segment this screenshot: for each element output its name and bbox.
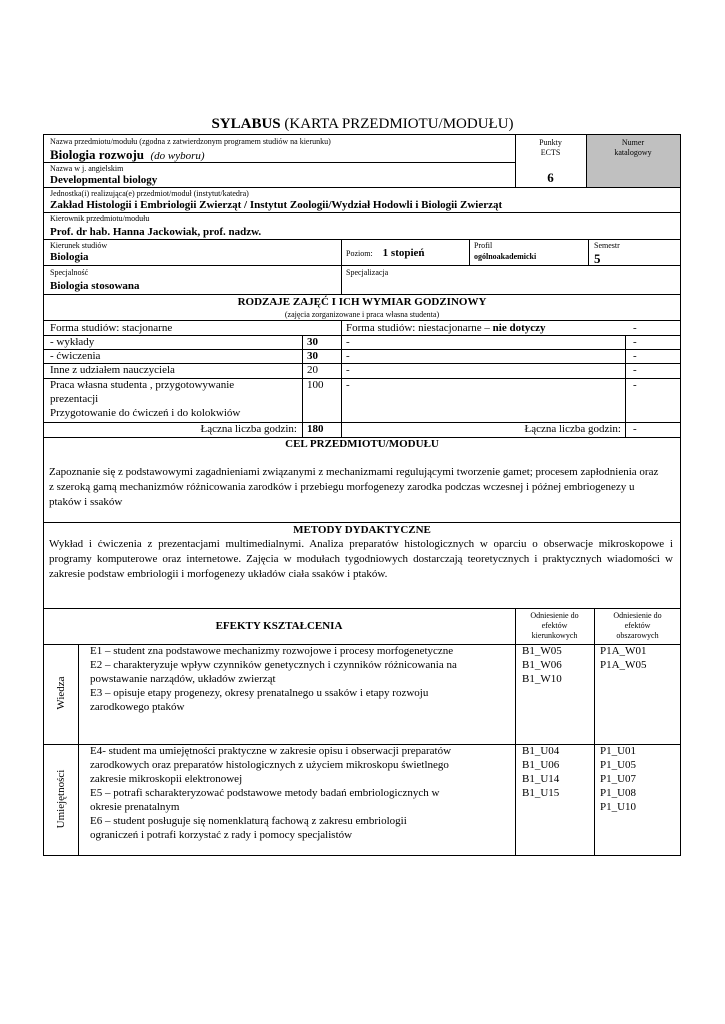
col-field-1: Odniesienie do <box>530 611 579 620</box>
hours-row-nst: - <box>346 350 350 362</box>
knowledge-line: E3 – opisuje etapy progenezy, okresy prenatalnego u ssaków i etapy rozwoju <box>90 687 429 699</box>
level-label: Poziom: <box>346 249 373 258</box>
hours-row-label: Inne z udziałem nauczyciela <box>50 364 175 376</box>
skills-field-ref: B1_U15 <box>522 787 560 799</box>
skills-area-ref: P1_U01 <box>600 745 637 757</box>
skills-area-ref: P1_U10 <box>600 801 637 813</box>
part-time-label <box>346 322 546 335</box>
goal-text: Zapoznanie się z podstawowymi zagadnieniami związanymi z mechanizmami regulującymi tworzenie gamet; procesem zapłodnienia oraz z szeroką gamą mechanizmów różnicowania zarodków i przebiegu morfogenezy zarodka podczas wczesnej i późnej embriogenezy u ptaków i ssaków <box>49 466 659 508</box>
subject-name <box>50 147 205 163</box>
hours-row-value: 20 <box>307 364 318 376</box>
english-name-label: Nazwa w j. angielskim <box>50 164 124 173</box>
specialty-label: Specjalność <box>50 268 89 277</box>
skills-area-ref: P1_U08 <box>600 787 637 799</box>
own-work-nst-value: - <box>633 379 637 391</box>
ects-value: 6 <box>547 170 554 185</box>
subject-name-label: Nazwa przedmiotu/modułu (zgodna z zatwierdzonym programem studiów na kierunku) <box>50 137 331 146</box>
catalog-label-2: katalogowy <box>614 148 652 157</box>
own-work-nst: - <box>346 379 350 391</box>
total-nst-value: - <box>633 423 637 435</box>
own-work-label-3: Przygotowanie do ćwiczeń i do kolokwiów <box>50 407 241 419</box>
own-work-label-2: prezentacji <box>50 393 99 405</box>
head-label: Kierownik przedmiotu/modułu <box>50 214 150 223</box>
skills-line: okresie prenatalnym <box>90 801 180 813</box>
knowledge-field-ref: B1_W06 <box>522 659 562 671</box>
skills-line: E5 – potrafi scharakteryzować podstawowe metody badań embriologicznych w <box>90 787 440 799</box>
own-work-label-1: Praca własna studenta , przygotowywanie <box>50 379 235 391</box>
skills-area-ref: P1_U05 <box>600 759 637 771</box>
col-area-3: obszarowych <box>616 631 659 640</box>
col-field-2: efektów <box>541 621 568 630</box>
skills-line: E4- student ma umiejętności praktyczne w zakresie opisu i obserwacji preparatów <box>90 745 452 757</box>
methods-text: Wykład i ćwiczenia z prezentacjami multimedialnymi. Analiza preparatów histologicznych w oparciu o obserwacje mikroskopowe i programy komputerowe oraz internetowe. Zajęcia w modułach tygodniowych dostarczają teoretycznych i praktycznych wiadomości w zakresie podstaw embriologii i morfogenezy układów ciała ssaków i ptaków. <box>49 538 673 580</box>
skills-line: ograniczeń i potrafi korzystać z rady i pomocy specjalistów <box>90 829 353 841</box>
part-time-note: nie dotyczy <box>492 322 546 334</box>
hours-row-value: 30 <box>307 350 318 362</box>
semester-value: 5 <box>594 251 601 266</box>
catalog-label-1: Numer <box>621 138 645 147</box>
field-label: Kierunek studiów <box>50 241 108 250</box>
hours-row-nst-value: - <box>633 336 637 348</box>
total-label: Łączna liczba godzin: <box>200 423 297 435</box>
document-title <box>0 116 725 133</box>
subject-optional: (do wyboru) <box>150 150 205 162</box>
knowledge-line: E2 – charakteryzuje wpływ czynników genetycznych i czynników różnicowania na <box>90 659 457 671</box>
specialization-label: Specjalizacja <box>346 268 389 277</box>
profile-value: ogólnoakademicki <box>474 252 537 261</box>
title-bold: SYLABUS <box>211 116 281 132</box>
hours-row-nst: - <box>346 364 350 376</box>
hours-row-nst-value: - <box>633 364 637 376</box>
field-value: Biologia <box>50 251 89 263</box>
knowledge-line: zarodkowego ptaków <box>90 701 185 713</box>
level-value: 1 stopień <box>382 247 425 259</box>
knowledge-line: powstawanie narządów, układów zwierząt <box>90 673 276 685</box>
semester-label: Semestr <box>594 241 620 250</box>
hours-heading: RODZAJE ZAJĘĆ I ICH WYMIAR GODZINOWY <box>237 296 487 308</box>
col-area-2: efektów <box>624 621 651 630</box>
total-value: 180 <box>307 423 324 435</box>
skills-field-ref: B1_U06 <box>522 759 560 771</box>
knowledge-area-ref: P1A_W01 <box>600 645 647 657</box>
own-work-value: 100 <box>307 379 324 391</box>
skills-area-ref: P1_U07 <box>600 773 637 785</box>
knowledge-line: E1 – student zna podstawowe mechanizmy rozwojowe i procesy morfogenetyczne <box>90 645 454 657</box>
total-nst-label: Łączna liczba godzin: <box>524 423 621 435</box>
skills-label: Umiejętności <box>55 769 67 829</box>
outcomes-heading: EFEKTY KSZTAŁCENIA <box>215 620 343 632</box>
full-time-label: Forma studiów: stacjonarne <box>50 322 173 334</box>
hours-row-nst: - <box>346 336 350 348</box>
skills-line: zakresie mikroskopii elektronowej <box>90 773 243 785</box>
skills-line: zarodkowych oraz preparatów histologicznych z użyciem mikroskopu świetlnego <box>90 759 449 771</box>
skills-field-ref: B1_U14 <box>522 773 560 785</box>
hours-row-nst-value: - <box>633 350 637 362</box>
methods-heading: METODY DYDAKTYCZNE <box>293 524 431 536</box>
knowledge-area-ref: P1A_W05 <box>600 659 647 671</box>
knowledge-field-ref: B1_W05 <box>522 645 562 657</box>
part-time-form: Forma studiów: niestacjonarne – <box>346 322 490 334</box>
english-name: Developmental biology <box>50 174 158 186</box>
skills-field-ref: B1_U04 <box>522 745 560 757</box>
level <box>346 243 425 261</box>
unit-label: Jednostka(i) realizująca(e) przedmiot/moduł (instytut/katedra) <box>50 189 249 198</box>
unit-value: Zakład Histologii i Embriologii Zwierząt / Instytut Zoologii/Wydział Hodowli i Biologii Zwierząt <box>50 199 503 211</box>
hours-row-label: - wykłady <box>50 336 95 348</box>
knowledge-field-ref: B1_W10 <box>522 673 562 685</box>
subject-name-value: Biologia rozwoju <box>50 147 145 162</box>
profile-label: Profil <box>474 241 493 250</box>
ects-label-2: ECTS <box>540 148 561 157</box>
col-field-3: kierunkowych <box>531 631 578 640</box>
specialty-value: Biologia stosowana <box>50 280 140 292</box>
col-area-1: Odniesienie do <box>613 611 662 620</box>
part-time-dash: - <box>633 322 637 334</box>
title-rest: (KARTA PRZEDMIOTU/MODUŁU) <box>280 116 514 132</box>
goal-heading: CEL PRZEDMIOTU/MODUŁU <box>285 438 439 450</box>
knowledge-label: Wiedza <box>55 676 67 710</box>
ects-label-1: Punkty <box>539 138 562 147</box>
head-value: Prof. dr hab. Hanna Jackowiak, prof. nadzw. <box>50 226 262 238</box>
hours-subheading: (zajęcia zorganizowane i praca własna studenta) <box>284 310 440 319</box>
hours-row-label: - ćwiczenia <box>50 350 101 362</box>
skills-line: E6 – student posługuje się nomenklaturą fachową z zakresu embriologii <box>90 815 407 827</box>
hours-row-value: 30 <box>307 336 318 348</box>
